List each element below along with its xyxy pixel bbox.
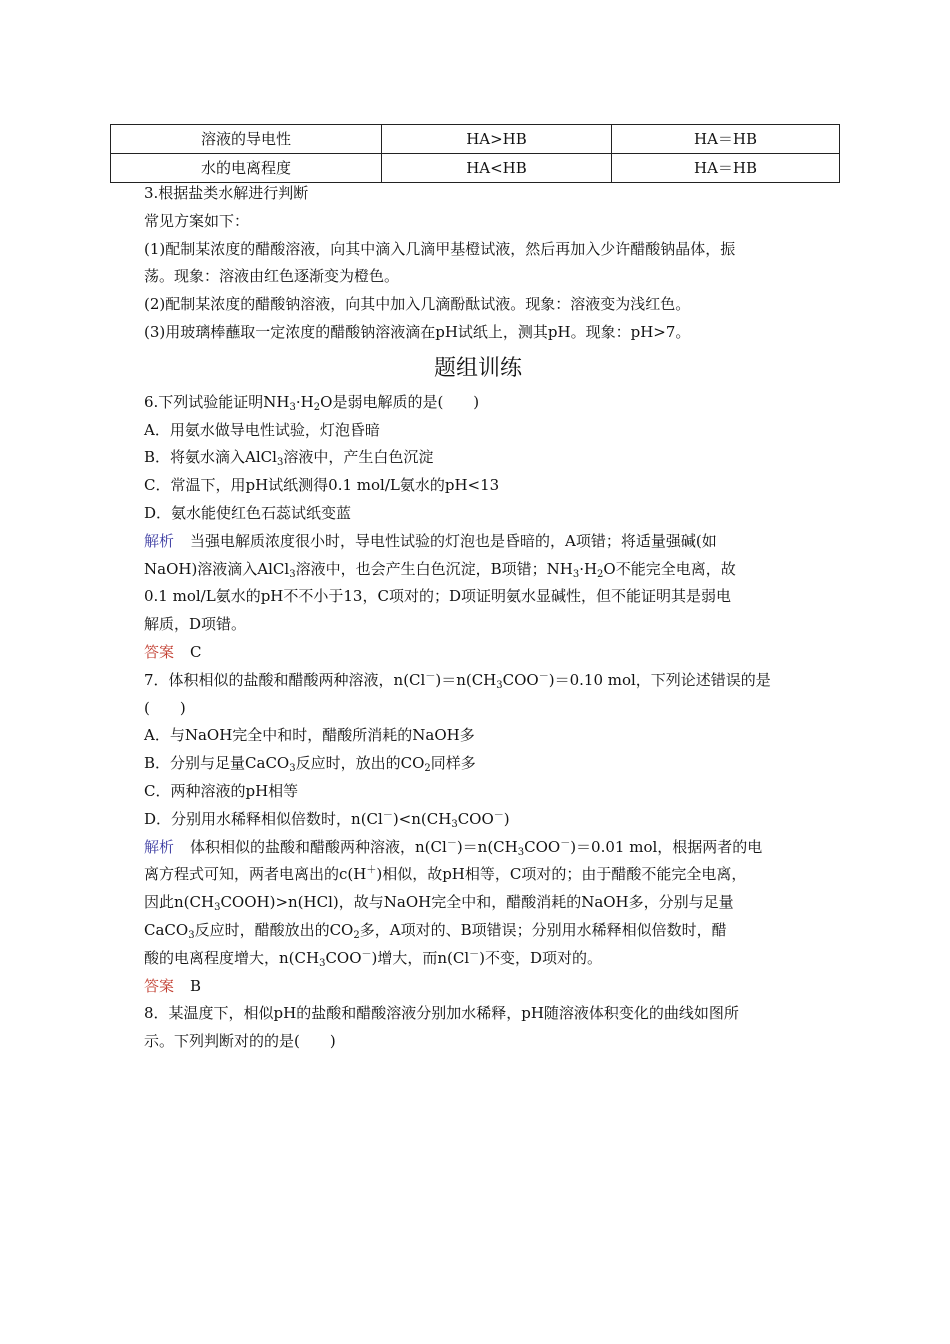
section-heading: 题组训练 bbox=[433, 355, 522, 381]
comparison-table bbox=[110, 124, 840, 183]
superscript: － bbox=[361, 948, 372, 960]
text: )＝0.01 mol，根据两者的电 bbox=[570, 837, 763, 856]
answer bbox=[144, 639, 812, 667]
text: B．将氨水滴入AlCl bbox=[144, 448, 277, 467]
table-cell: HA＝HB bbox=[612, 154, 840, 183]
option bbox=[144, 750, 812, 778]
subscript: 3 bbox=[289, 763, 296, 775]
text: 反应时，放出的CO bbox=[295, 754, 425, 773]
subscript: 3 bbox=[517, 846, 525, 858]
question-stem: 8．某温度下，相似pH的盐酸和醋酸溶液分别加水稀释，pH随溶液体积变化的曲线如图所 bbox=[144, 1004, 739, 1023]
table-cell: HA<HB bbox=[382, 154, 612, 183]
superscript: － bbox=[469, 948, 480, 960]
superscript: － bbox=[493, 809, 504, 821]
text: COO bbox=[502, 670, 539, 689]
analysis-label: 解析 bbox=[144, 837, 175, 856]
option: C．常温下，用pH试纸测得0.1 mol/L氨水的pH<13 bbox=[144, 476, 500, 495]
superscript: － bbox=[446, 837, 457, 849]
option bbox=[144, 806, 812, 834]
table-row bbox=[111, 125, 840, 154]
table-cell: HA>HB bbox=[382, 125, 612, 154]
text: 离方程式可知，两者电离出的c(H bbox=[144, 865, 367, 884]
answer-value: B bbox=[190, 976, 202, 995]
text: 多，A项对的、B项错误；分别用水稀释相似倍数时，醋 bbox=[359, 920, 727, 939]
subscript: 3 bbox=[276, 457, 284, 469]
subscript: 3 bbox=[214, 902, 221, 914]
text: 溶液中，也会产生白色沉淀，B项错；NH bbox=[295, 559, 573, 578]
question-stem bbox=[144, 667, 812, 695]
text: CaCO bbox=[144, 920, 189, 939]
analysis bbox=[144, 917, 812, 945]
text: O是弱电解质的是( ) bbox=[320, 392, 480, 411]
subscript: 3 bbox=[496, 679, 503, 691]
text: COO bbox=[457, 809, 494, 828]
text: )<n(CH bbox=[392, 809, 452, 828]
subscript: 3 bbox=[572, 568, 580, 580]
text: COOH)>n(HCl)，故与NaOH完全中和，醋酸消耗的NaOH多，分别与足量 bbox=[220, 893, 734, 912]
subscript: 3 bbox=[188, 929, 195, 941]
subscript: 2 bbox=[353, 929, 360, 941]
subscript: 2 bbox=[597, 568, 604, 580]
text: COO bbox=[325, 948, 362, 967]
analysis bbox=[144, 834, 812, 862]
analysis bbox=[144, 889, 812, 917]
analysis bbox=[144, 556, 812, 584]
text: 6.下列试验能证明NH bbox=[144, 392, 290, 411]
superscript: － bbox=[538, 670, 549, 682]
text: ) bbox=[503, 809, 510, 828]
text: )＝n(CH bbox=[435, 670, 497, 689]
text: 酸的电离程度增大，n(CH bbox=[144, 948, 320, 967]
paragraph: (1)配制某浓度的醋酸溶液，向其中滴入几滴甲基橙试液，然后再加入少许醋酸钠晶体，振 bbox=[144, 239, 736, 258]
text: NaOH)溶液滴入AlCl bbox=[144, 559, 290, 578]
text: 当强电解质浓度很小时，导电性试验的灯泡也是昏暗的，A项错；将适量强碱(如 bbox=[190, 531, 717, 550]
text: 体积相似的盐酸和醋酸两种溶液，n(Cl bbox=[190, 837, 447, 856]
text: ·H bbox=[579, 559, 598, 578]
paragraph: (3)用玻璃棒蘸取一定浓度的醋酸钠溶液滴在pH试纸上，测其pH。现象：pH>7。 bbox=[144, 322, 691, 341]
subscript: 3 bbox=[319, 957, 326, 969]
superscript: － bbox=[425, 670, 436, 682]
option: D．氨水能使红色石蕊试纸变蓝 bbox=[144, 503, 352, 522]
question-stem bbox=[144, 389, 812, 417]
section-title: 3.根据盐类水解进行判断 bbox=[144, 184, 309, 202]
analysis: 解质，D项错。 bbox=[144, 615, 247, 634]
paragraph: (2)配制某浓度的醋酸钠溶液，向其中加入几滴酚酞试液。现象：溶液变为浅红色。 bbox=[144, 295, 691, 314]
text: )相似，故pH相等，C项对的；由于醋酸不能完全电离， bbox=[376, 865, 747, 884]
analysis bbox=[144, 861, 812, 889]
text: )＝0.10 mol，下列论述错误的是 bbox=[548, 670, 771, 689]
text: 溶液中，产生白色沉淀 bbox=[283, 448, 434, 467]
text: )不变，D项对的。 bbox=[479, 948, 603, 967]
option: A．用氨水做导电性试验，灯泡昏暗 bbox=[144, 420, 380, 439]
answer bbox=[144, 973, 812, 1001]
text: 同样多 bbox=[430, 754, 476, 773]
text: )＝n(CH bbox=[456, 837, 518, 856]
subscript: 3 bbox=[451, 818, 458, 830]
text: )增大，而n(Cl bbox=[371, 948, 470, 967]
paragraph: 荡。现象：溶液由红色逐渐变为橙色。 bbox=[144, 267, 400, 286]
subscript: 3 bbox=[289, 401, 296, 413]
option bbox=[144, 444, 812, 472]
text: D．分别用水稀释相似倍数时，n(Cl bbox=[144, 809, 383, 828]
table-cell: 水的电离程度 bbox=[111, 154, 382, 183]
question-stem: 示。下列判断对的的是( ) bbox=[144, 1032, 336, 1051]
text: 7．体积相似的盐酸和醋酸两种溶液，n(Cl bbox=[144, 670, 426, 689]
superscript: ＋ bbox=[366, 865, 377, 877]
text: 反应时，醋酸放出的CO bbox=[194, 920, 354, 939]
subscript: 2 bbox=[313, 401, 321, 413]
document-body bbox=[144, 180, 812, 1056]
answer-label: 答案 bbox=[144, 642, 175, 661]
text: COO bbox=[524, 837, 561, 856]
analysis: 0.1 mol/L氨水的pH不不小于13，C项对的；D项证明氨水显碱性，但不能证明其是弱电 bbox=[144, 587, 731, 606]
paragraph: 常见方案如下： bbox=[144, 211, 250, 230]
subscript: 2 bbox=[424, 763, 431, 775]
superscript: － bbox=[382, 809, 393, 821]
answer-label: 答案 bbox=[144, 976, 175, 995]
text: B．分别与足量CaCO bbox=[144, 754, 290, 773]
table-cell: HA＝HB bbox=[612, 125, 840, 154]
answer-value: C bbox=[190, 642, 202, 661]
text: 因此n(CH bbox=[144, 893, 215, 912]
table-row bbox=[111, 154, 840, 183]
table-cell: 溶液的导电性 bbox=[111, 125, 382, 154]
text: O不能完全电离，故 bbox=[603, 559, 736, 578]
option: C．两种溶液的pH相等 bbox=[144, 781, 299, 800]
analysis bbox=[144, 945, 812, 973]
analysis bbox=[144, 528, 812, 556]
text: ·H bbox=[295, 392, 314, 411]
superscript: － bbox=[560, 837, 571, 849]
option: A．与NaOH完全中和时，醋酸所消耗的NaOH多 bbox=[144, 726, 475, 745]
subscript: 3 bbox=[289, 568, 296, 580]
analysis-label: 解析 bbox=[144, 531, 175, 550]
question-stem: ( ) bbox=[144, 698, 186, 717]
